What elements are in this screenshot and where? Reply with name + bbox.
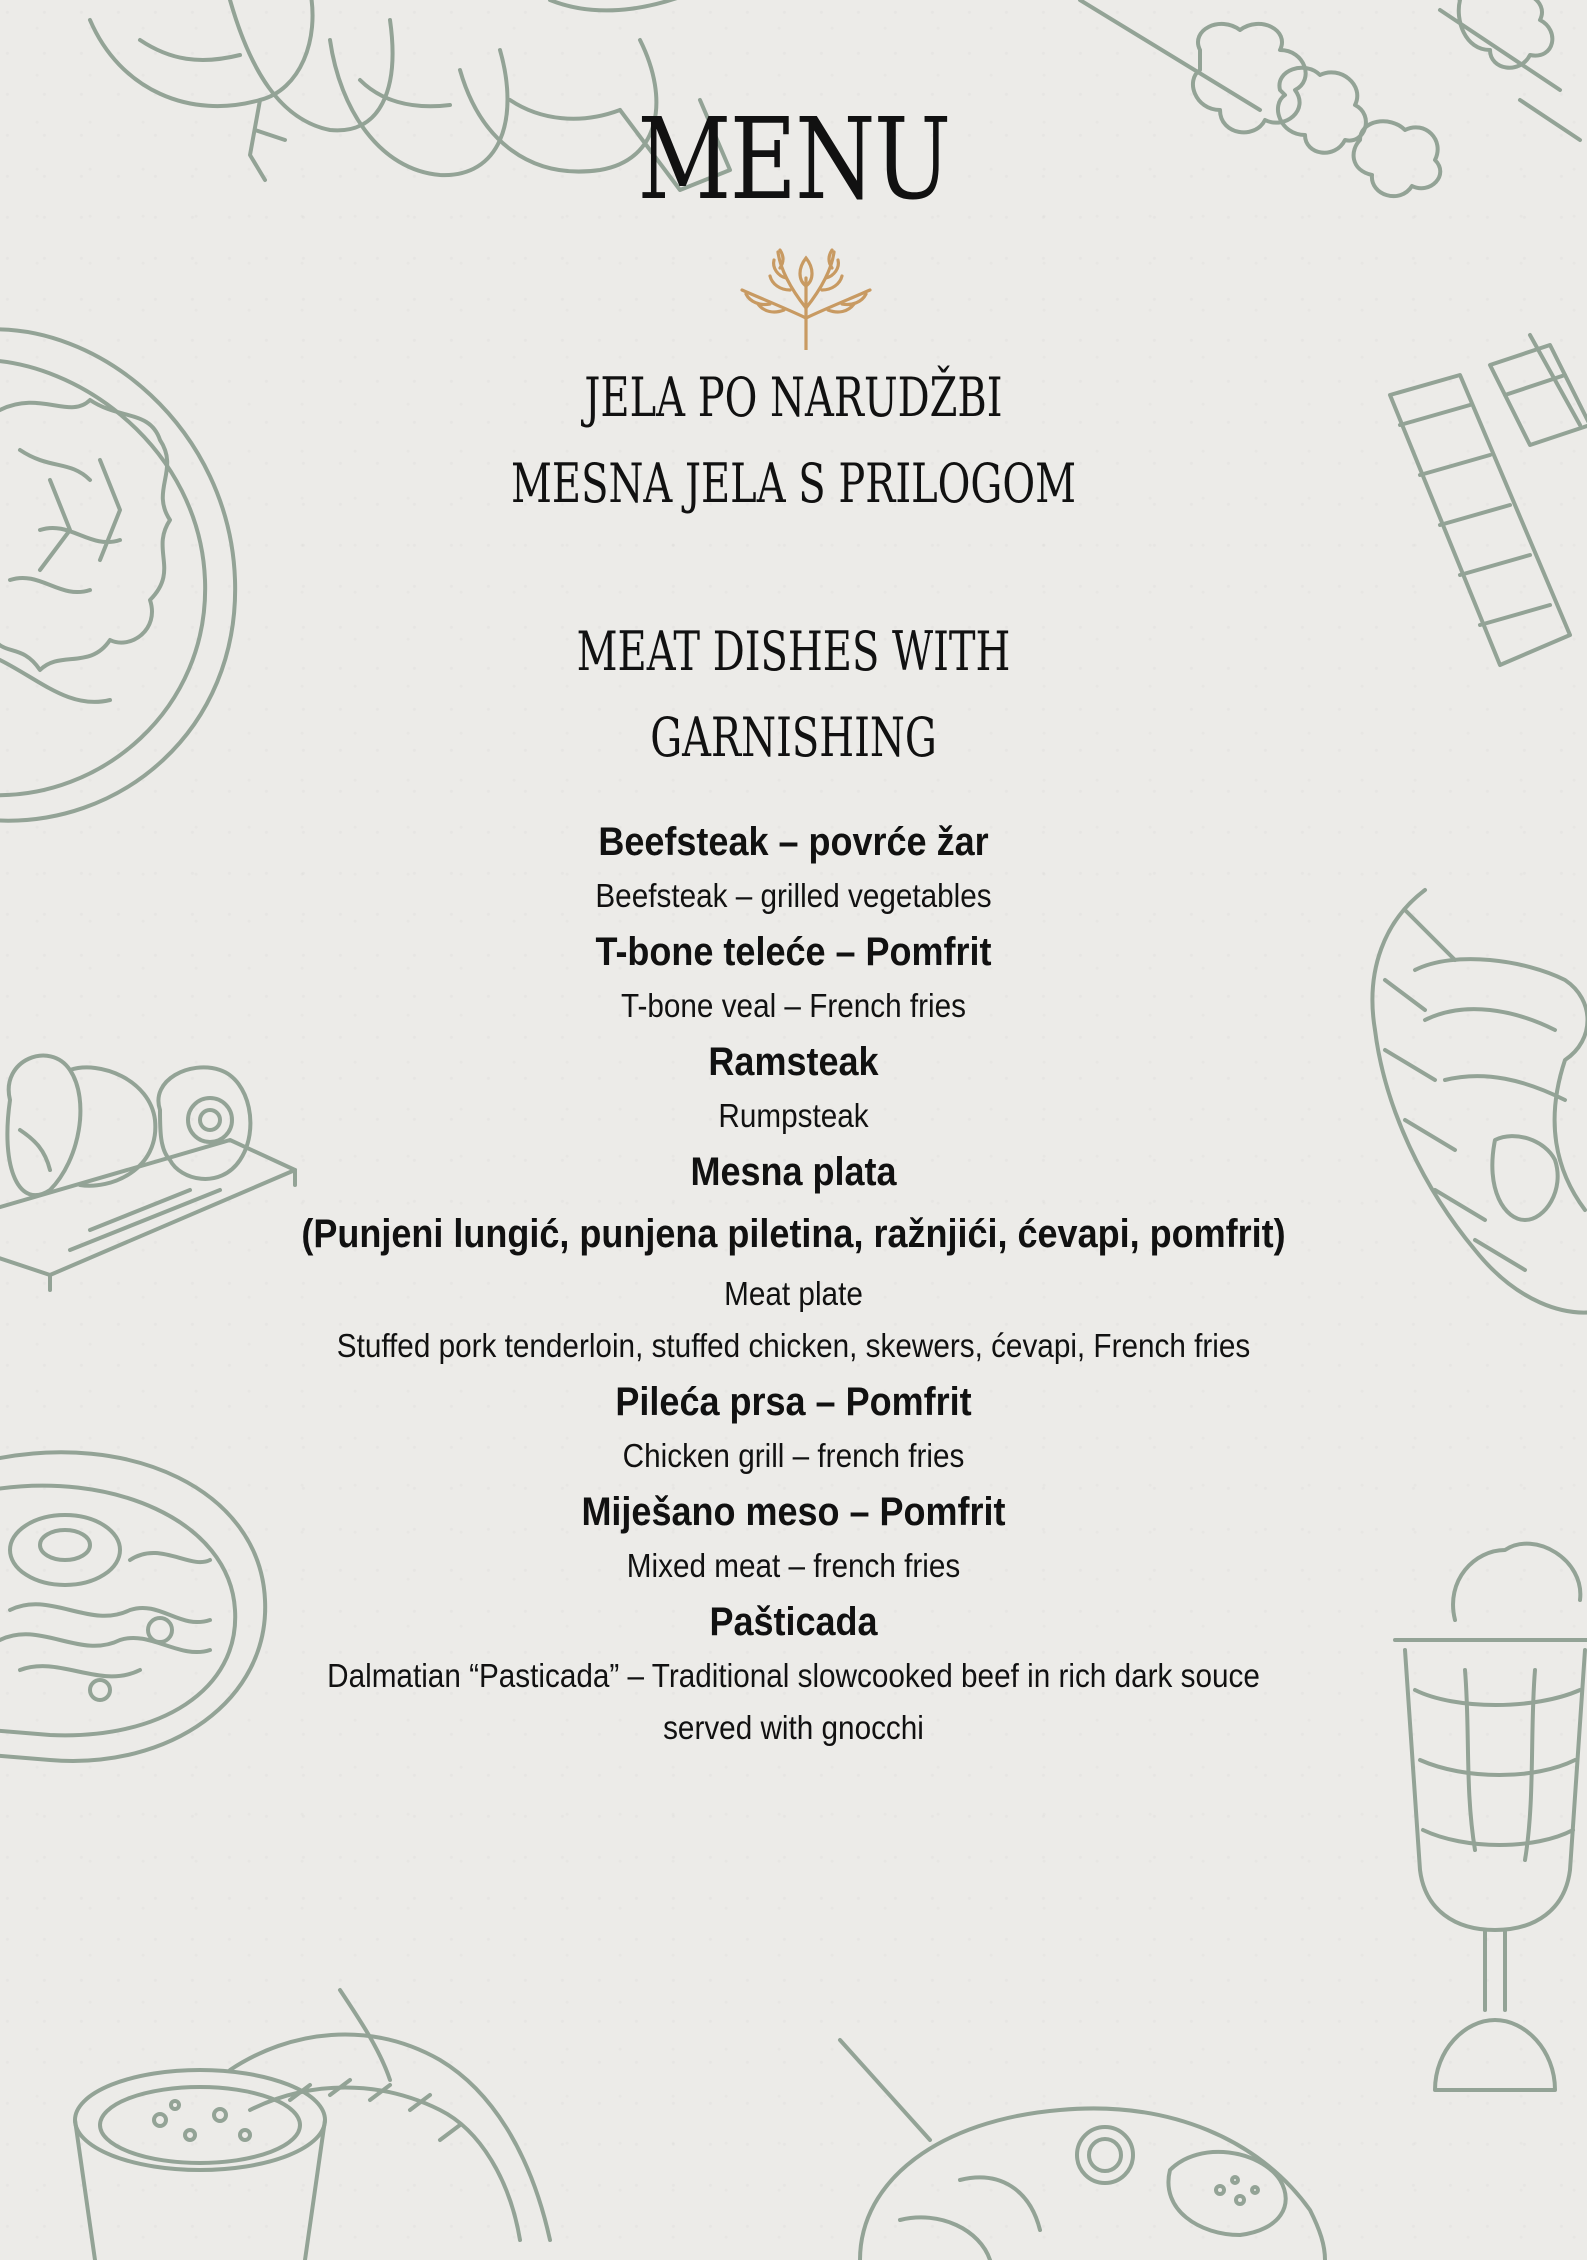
dish-name: Miješano meso – Pomfrit xyxy=(581,1490,1006,1534)
wheat-ornament-icon xyxy=(740,238,872,350)
heading-en-line-2: GARNISHING xyxy=(650,706,937,769)
menu-item xyxy=(0,1482,1587,1592)
dish-description: Rumpsteak xyxy=(718,1097,869,1134)
dish-description: Mixed meat – french fries xyxy=(626,1547,961,1584)
menu-item xyxy=(0,1032,1587,1142)
dish-name: Pašticada xyxy=(709,1600,878,1644)
dish-name: T-bone teleće – Pomfrit xyxy=(595,930,992,974)
dish-description-detail: Stuffed pork tenderloin, stuffed chicken, skewers, ćevapi, French fries xyxy=(336,1327,1251,1364)
dish-name: Mesna plata xyxy=(690,1150,897,1194)
dish-name: Ramsteak xyxy=(708,1040,879,1084)
dish-name-detail: (Punjeni lungić, punjena piletina, ražnjići, ćevapi, pomfrit) xyxy=(301,1212,1286,1256)
dish-description: Beefsteak – grilled vegetables xyxy=(595,877,992,914)
dish-description: Dalmatian “Pasticada” – Traditional slowcooked beef in rich dark souce xyxy=(327,1657,1260,1694)
menu-items-list xyxy=(0,812,1587,1754)
heading-hr-line-2: MESNA JELA S PRILOGOM xyxy=(510,452,1076,515)
menu-item xyxy=(0,812,1587,922)
heading-hr-line-1: JELA PO NARUDŽBI xyxy=(584,366,1003,429)
dish-description: Chicken grill – french fries xyxy=(622,1437,965,1474)
menu-item xyxy=(0,1372,1587,1482)
section-heading-croatian xyxy=(206,355,1380,527)
menu-item xyxy=(0,1142,1587,1372)
heading-en-line-1: MEAT DISHES WITH xyxy=(576,620,1011,683)
dish-name: Beefsteak – povrće žar xyxy=(598,820,989,864)
dish-description: Meat plate xyxy=(724,1275,863,1312)
dish-name: Pileća prsa – Pomfrit xyxy=(615,1380,972,1424)
menu-item xyxy=(0,1592,1587,1754)
dish-description-detail: served with gnocchi xyxy=(663,1709,924,1746)
menu-item xyxy=(0,922,1587,1032)
menu-title: MENU xyxy=(637,95,950,225)
dish-description: T-bone veal – French fries xyxy=(620,987,967,1024)
section-heading-english xyxy=(206,609,1380,781)
